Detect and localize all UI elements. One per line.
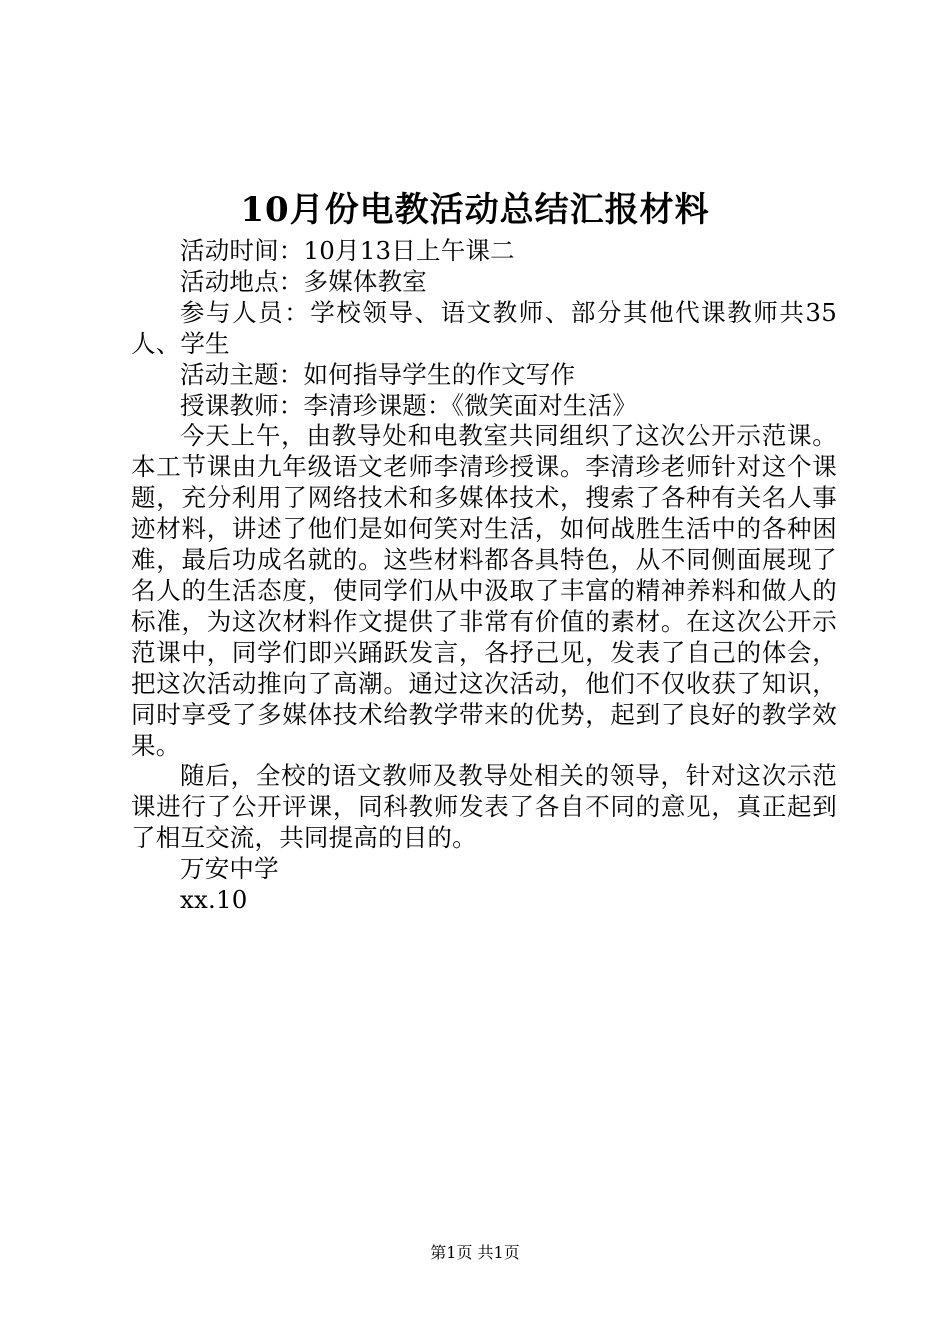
activity-time-line: 活动时间：10月13日上午课二 [180,236,515,265]
activity-location-line: 活动地点：多媒体教室 [180,266,427,296]
signature-school: 万安中学 [180,854,279,884]
activity-theme-line: 活动主题：如何指导学生的作文写作 [180,359,576,389]
document-body [131,236,837,916]
document-title: 10月份电教活动总结汇报材料 [240,190,710,230]
main-paragraph: 今天上午，由教导处和电教室共同组织了这次公开示范课。本工节课由九年级语文老师李清珍授课。李清珍老师针对这个课题，充分利用了网络技术和多媒体技术，搜索了各种有关名人事迹材料，讲述了他们是如何笑对生活，如何战胜生活中的各种困难，最后功成名就的。这些材料都各具特色，从不同侧面展现了名人的生活态度，使同学们从中汲取了丰富的精神养料和做人的标准，为这次材料作文提供了非常有价值的素材。在这次公开示范课中，同学们即兴踊跃发言，各抒己见，发表了自己的体会，把这次活动推向了高潮。通过这次活动，他们不仅收获了知识，同时享受了多媒体技术给教学带来的优势，起到了良好的教学效果。 [131,421,837,760]
follow-up-paragraph: 随后，全校的语文教师及教导处相关的领导，针对这次示范课进行了公开评课，同科教师发表了各自不同的意见，真正起到了相互交流，共同提高的目的。 [131,761,837,853]
page-footer: 第1页 共1页 [430,1243,520,1262]
signature-date: xx.10 [180,885,248,915]
teacher-topic-line: 授课教师：李清珍课题：《微笑面对生活》 [180,390,638,420]
participants-line: 参与人员：学校领导、语文教师、部分其他代课教师共35人、学生 [131,297,837,358]
